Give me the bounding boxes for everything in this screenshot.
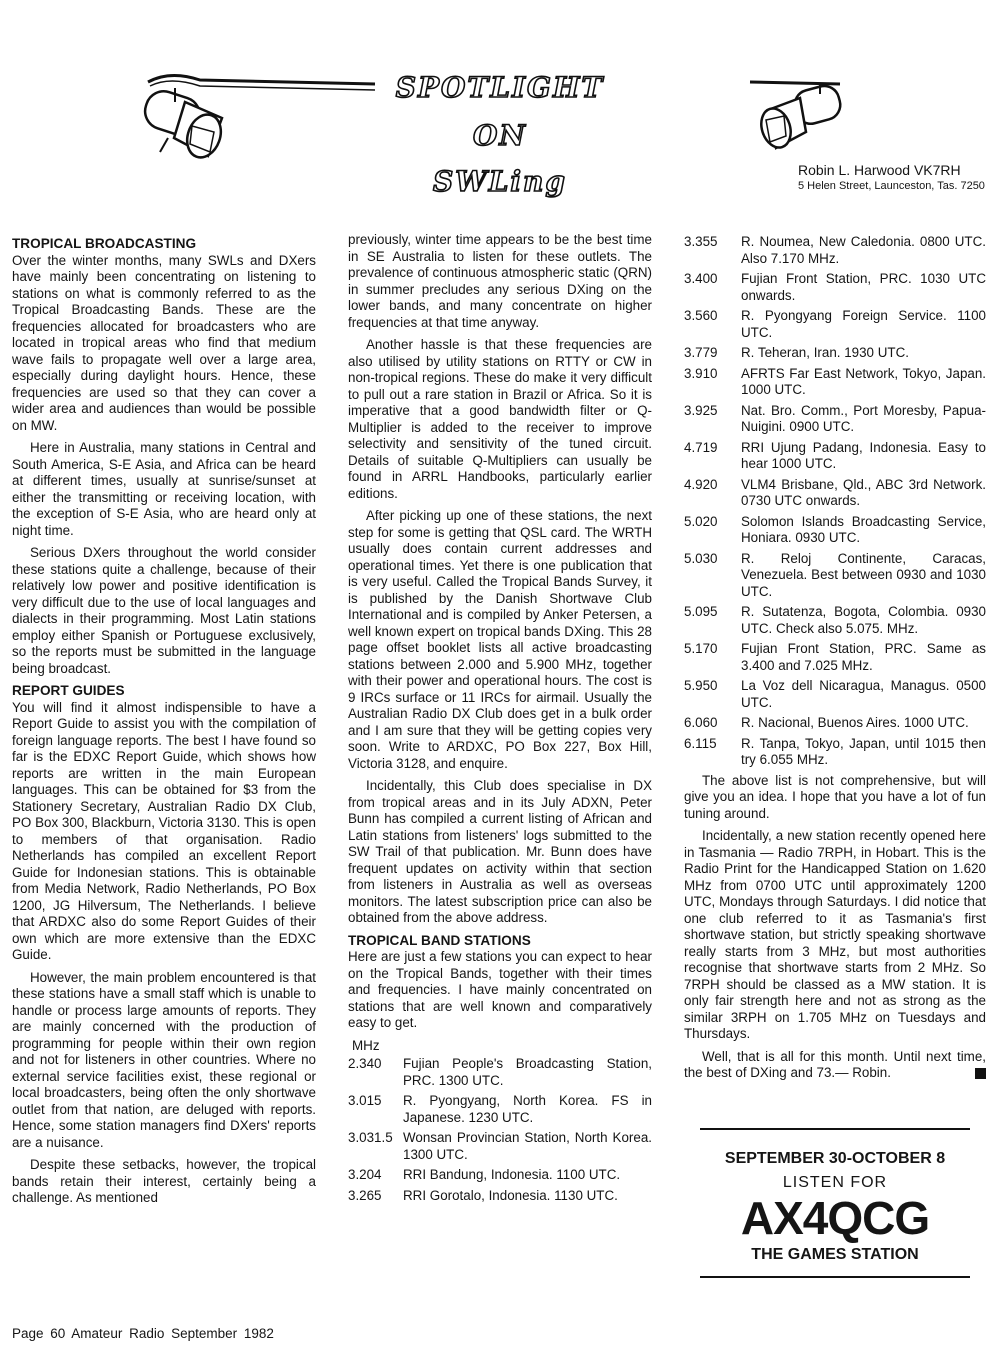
station-frequency: 6.060 [684, 715, 718, 730]
station-frequency: 3.910 [684, 365, 718, 381]
station-frequency: 3.925 [684, 402, 718, 418]
station-frequency: 3.204 [348, 1167, 382, 1182]
games-station-ad [684, 1128, 986, 1278]
station-description: Fujian People's Broadcasting Station, PRC. 1300 UTC. [403, 1056, 652, 1088]
page-footer: Page 60 Amateur Radio September 1982 [12, 1326, 274, 1341]
station-row [684, 604, 986, 637]
station-row [684, 477, 986, 510]
station-frequency: 3.355 [684, 234, 718, 249]
paragraph: After picking up one of these stations, the next step for some is getting that QSL card. The WRTH usually does contain current addresses and operational times. Yet there is one publication that is very useful. Called the Tropical Bands Survey, it is published by the Danish Shortwave Club International and is compiled by Anker Petersen, a well known expert on tropical bands DXing. This 28 page offset booklet lists all active broadcasting stations between 2.000 and 5.900 MHz, together with their power and operational hours. The cost is 9 IRCs surface or 11 IRCs for airmail. Usually the Australian Radio DX Club does get in a bulk order and I am sure that they will be getting copies very soon. Write to ARDXC, PO Box 227, Box Hill, Victoria 3128, and enquire. [348, 508, 652, 771]
paragraph: Despite these setbacks, however, the tropical bands retain their interest, certainly being a challenge. As mentioned [12, 1157, 316, 1205]
heading-report-guides: REPORT GUIDES [12, 683, 125, 698]
station-row [684, 366, 986, 399]
spotlight-lamp-icon [130, 60, 390, 180]
station-description: Fujian Front Station, PRC. Same as 3.400 and 7.025 MHz. [741, 641, 986, 673]
paragraph: Incidentally, a new station recently opened here in Tasmania — Radio 7RPH, in Hobart. This is the Radio Print for the Handicapped Station on 1.620 MHz from 0700 UTC until approximately 1200 UTC, Mondays through Saturdays. I did notice that one club referred to it as Tasmania's first shortwave station, but strictly speaking shortwave really starts from 3 MHz, but most authorities recognise that shortwave starts from 2 MHz. So 7RPH should be classed as a MW station. It is only fair strength here and not as strong as the similar 3RPH on 1.705 MHz on Tuesdays and Thursdays. [684, 828, 986, 1041]
station-frequency: 3.015 [348, 1093, 382, 1108]
station-row [684, 271, 986, 304]
station-description: Nat. Bro. Comm., Port Moresby, Papua-Nuigini. 0900 UTC. [741, 402, 986, 434]
station-frequency: 5.170 [684, 641, 718, 656]
title-line-spotlight: SPOTLIGHT [395, 71, 605, 104]
station-description: R. Noumea, New Caledonia. 0800 UTC. Also 7.170 MHz. [741, 234, 986, 266]
station-row [684, 345, 986, 362]
station-frequency: 3.031.5 [348, 1130, 393, 1145]
closing-text: Well, that is all for this month. Until next time, the best of DXing and 73.— Robin. [684, 1048, 986, 1080]
station-frequency: 4.719 [684, 439, 718, 455]
station-row [684, 514, 986, 547]
station-description: R. Reloj Continente, Caracas, Venezuela. Best between 0930 and 1030 UTC. [741, 550, 986, 599]
title-block [380, 71, 620, 198]
station-description: Fujian Front Station, PRC. 1030 UTC onwards. [741, 271, 986, 303]
station-description: RRI Ujung Padang, Indonesia. Easy to hear 1000 UTC. [741, 439, 986, 471]
end-mark-icon [975, 1068, 986, 1079]
author-address: 5 Helen Street, Launceston, Tas. 7250 [798, 179, 985, 192]
mhz-label: MHz [352, 1037, 380, 1053]
station-description: R. Teheran, Iran. 1930 UTC. [741, 345, 909, 360]
station-row [348, 1093, 652, 1126]
ad-dates: SEPTEMBER 30-OCTOBER 8 [724, 1150, 946, 1167]
paragraph: Here are just a few stations you can expect to hear on the Tropical Bands, together with their times and frequencies. I have mainly concentrated on stations that are well known and comparatively easy to get. [348, 949, 652, 1030]
paragraph: previously, winter time appears to be the best time in SE Australia to listen for these outlets. The prevalence of continuous atmospheric static (QRN) in summer precludes any serious DXing on the lower bands, and many concentrate on higher frequencies at that time anyway. [348, 232, 652, 330]
spotlight-lamp-icon [740, 70, 850, 160]
station-row [348, 1167, 652, 1184]
station-row [684, 715, 986, 732]
station-description: Wonsan Provincian Station, North Korea. 1300 UTC. [403, 1130, 652, 1162]
ad-station-name: THE GAMES STATION [751, 1246, 919, 1264]
station-description: Solomon Islands Broadcasting Service, Honiara. 0930 UTC. [741, 513, 986, 545]
station-description: R. Pyongyang, North Korea. FS in Japanese. 1230 UTC. [403, 1093, 652, 1125]
paragraph: However, the main problem encountered is that these stations have a small staff which is unable to handle or process large amounts of reports. They are mainly concerned with the production of programming for people within their own region and not for listeners in other countries. Where no external service facilities exist, these regional or local broadcasters, being often the only shortwave outlet from that nation, are deluged with reports. Hence, some station managers find DXers' reports are a nuisance. [12, 969, 316, 1150]
station-row [684, 551, 986, 601]
station-frequency: 3.560 [684, 308, 718, 323]
column-1 [12, 232, 316, 1213]
heading-tropical-band-stations: TROPICAL BAND STATIONS [348, 932, 531, 948]
paragraph: Over the winter months, many SWLs and DXers have mainly been concentrating on listening to stations on what is commonly referred to as the Tropical Broadcasting Bands. These are the frequencies allocated for broadcasters who are located in tropical areas who find that medium wave fails to propagate well over a large area, especially during daylight hours. Hence, these frequencies are used so that they can cover a wider area and audiences than would be possible on MW. [12, 252, 316, 433]
station-description: La Voz dell Nicaragua, Managus. 0500 UTC. [741, 678, 986, 710]
ad-callsign: AX4QCG [740, 1192, 930, 1244]
station-description: VLM4 Brisbane, Qld., ABC 3rd Network. 0730 UTC onwards. [741, 476, 986, 508]
station-row [684, 403, 986, 436]
station-frequency: 5.020 [684, 513, 718, 529]
station-list [348, 1056, 652, 1204]
title-line-on: ON [473, 119, 527, 152]
paragraph: You will find it almost indispensible to have a Report Guide to assist you with the compilation of foreign language reports. The best I have found so far is the EDXC Report Guide, which shows how reports are written in the main European languages. This can be obtained for $3 from the Stationery Secretary, Australian Radio DX Club, PO Box 300, Blackburn, Victoria 3130. This is open to members of that organisation. Radio Netherlands has compiled an excellent Report Guide for Indonesian stations. This is obtainable from Media Network, Radio Netherlands, PO Box 1200, JG Hilversum, The Netherlands. I believe that ARDXC also do some Report Guides of their own which are more extensive than the EDXC Guide. [12, 699, 316, 962]
station-row [684, 641, 986, 674]
paragraph-closing [684, 1049, 986, 1082]
station-frequency: 3.400 [684, 271, 718, 286]
paragraph: Serious DXers throughout the world consider these stations quite a challenge, because of their relatively low power and positive identification is very difficult due to the use of local languages and dialects in their programming. Most Latin stations employ either Spanish or Portuguese exclusively, so the reports must be submitted in the language being broadcast. [12, 545, 316, 676]
station-list [684, 234, 986, 769]
station-row [684, 440, 986, 473]
station-description: R. Pyongyang Foreign Service. 1100 UTC. [741, 308, 986, 340]
station-description: R. Sutatenza, Bogota, Colombia. 0930 UTC. Check also 5.075. MHz. [741, 604, 986, 636]
heading-tropical-broadcasting: TROPICAL BROADCASTING [12, 236, 197, 251]
station-row [348, 1130, 652, 1163]
paragraph: Another hassle is that these frequencies are also utilised by utility stations on RTTY or CW in non-tropical regions. These do make it very difficult to pull out a rare station in Brazil or Africa. So it is imperative that a good bandwidth filter or Q-Multiplier is added to the receiver to improve selectivity and sensitivity of the tuned circuit. Details of suitable Q-Multipliers can usually be found in ARRL Handbooks, particularly earlier editions. [348, 337, 652, 501]
station-frequency: 2.340 [348, 1056, 382, 1071]
station-description: RRI Bandung, Indonesia. 1100 UTC. [403, 1167, 621, 1182]
station-frequency: 4.920 [684, 476, 718, 492]
paragraph: Incidentally, this Club does specialise in DX from tropical areas and in its July ADXN, Peter Bunn has compiled a current listing of African and Latin stations from listeners' logs submitted to the SW Trail of that publication. Mr. Bunn does have frequent updates on activity within that section from listeners in Australia as well as overseas monitors. The latest subscription price can also be obtained from the above address. [348, 778, 652, 925]
station-frequency: 3.779 [684, 345, 718, 360]
station-frequency: 5.095 [684, 604, 718, 619]
station-row [684, 678, 986, 711]
column-2 [348, 232, 652, 1208]
station-description: RRI Gorotalo, Indonesia. 1130 UTC. [403, 1187, 618, 1203]
divider [700, 1276, 970, 1278]
station-row [684, 736, 986, 769]
station-row [348, 1056, 652, 1089]
station-row [348, 1188, 652, 1205]
station-frequency: 5.950 [684, 678, 718, 693]
station-description: AFRTS Far East Network, Tokyo, Japan. 1000 UTC. [741, 365, 986, 397]
divider [700, 1128, 970, 1130]
author-block [798, 162, 985, 193]
column-3 [684, 232, 986, 1088]
station-row [684, 308, 986, 341]
station-description: R. Tanpa, Tokyo, Japan, until 1015 then try 6.055 MHz. [741, 735, 986, 767]
station-frequency: 6.115 [684, 735, 717, 751]
author-name: Robin L. Harwood VK7RH [798, 162, 961, 178]
paragraph: Here in Australia, many stations in Central and South America, S-E Asia, and Africa can be heard at different times, usually at sunrise/sunset at either the transmitting or receiving location, with the exception of S-E Asia, who are heard only at night time. [12, 440, 316, 538]
paragraph: The above list is not comprehensive, but will give you an idea. I hope that you have a lot of fun tuning around. [684, 772, 986, 821]
station-row [684, 234, 986, 267]
ad-listen-for: LISTEN FOR [782, 1174, 888, 1191]
station-description: R. Nacional, Buenos Aires. 1000 UTC. [741, 715, 969, 730]
title-line-swling: SWLing [433, 165, 567, 198]
station-frequency: 3.265 [348, 1187, 382, 1203]
station-frequency: 5.030 [684, 550, 718, 566]
article-header [0, 0, 1000, 205]
